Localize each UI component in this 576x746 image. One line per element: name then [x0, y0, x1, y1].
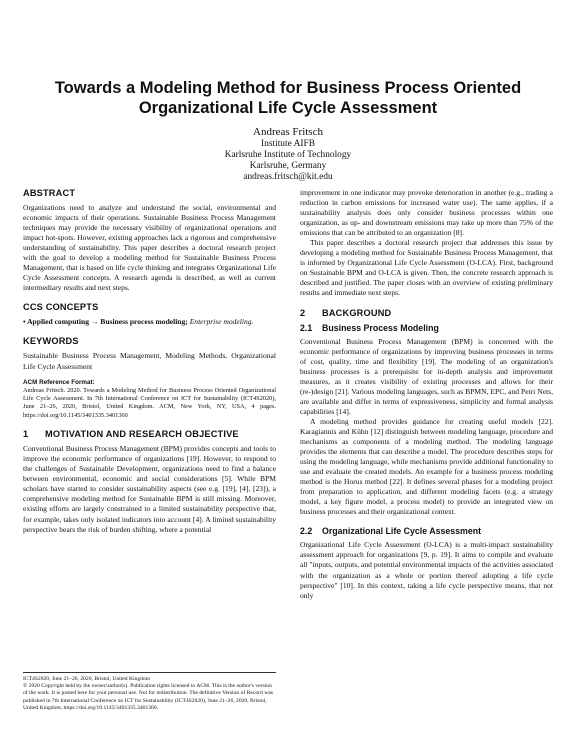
section-1-paragraph-1-cont: improvement in one indicator may provoke deterioration in another (e.g., trading a reduction in carbon emissions for increased water use). The same applies, if a sustainability analysis does only consider business processes within one organization, as up- and downstream emissions may take up more than 75% of the emissions that can be attributed to an organization [8].	[300, 188, 553, 238]
section-2-1-paragraph-1: Conventional Business Process Management (BPM) is concerned with the economic performance of organizations by improving business processes in terms of cost, quality, time and flexibility [19]. The modeling of an organization's business processes is a prerequisite for in-depth analysis and improvement measures, as it creates visibility of existing processes and allows for their (re-)design [21]. Various modeling languages, such as BPMN, EPC, and Petri Nets, are available and differ in terms of expressiveness, simplicity and formal analysis capabilities [14].	[300, 336, 553, 416]
author-affiliation-1: Institute AIFB	[261, 139, 315, 149]
ccs-concepts	[23, 317, 276, 327]
section-2-heading: 2 BACKGROUND	[300, 307, 392, 318]
footnote	[23, 672, 276, 712]
section-2-1-heading: 2.1 Business Process Modeling	[300, 322, 439, 333]
section-2-2-paragraph-1: Organizational Life Cycle Assessment (O-LCA) is a multi-impact sustainability assessment approach for organizations [9, p. 19]. It aims to compile and evaluate all "inputs, outputs, and potential environmental impacts of the activities associated with the organization as a whole or portion thereof adopting a life cycle perspective" [10]. In this context, taking a life cycle perspective means, that not only	[300, 540, 553, 600]
reference-heading: ACM Reference Format:	[23, 378, 95, 386]
author-email[interactable]: andreas.fritsch@kit.edu	[243, 171, 333, 182]
abstract-heading: ABSTRACT	[23, 188, 76, 198]
right-column	[300, 188, 553, 601]
left-column	[23, 188, 276, 535]
author-location: Karlsruhe, Germany	[249, 160, 327, 171]
ccs-heading: CCS CONCEPTS	[23, 302, 99, 313]
section-2-1-paragraph-2: A modeling method provides guidance for creating useful models [22]. Karagiannis and Kühn [12] distinguish between modeling language, procedure and mechanisms as components of a modeling method. The modeling language provides the elements that can describe a model. The procedure describes steps for using the modeling language, while mechanisms provide additional functionality to use and evaluate the created models. An example for a business process modeling method is the Horus method [22]. It defines several phases for a modeling project from preparation to application, and different modeling facets (e.g. a strategy model, a key figure model, a process model) to provide an integrated view on business processes and their organizational context.	[300, 416, 553, 517]
ccs-bullet: • Applied computing → Business process modeling;	[23, 317, 188, 327]
footnote-venue: ICT4S2020, June 21–26, 2020, Bristol, United Kingdom	[23, 676, 151, 682]
author-block	[120, 126, 456, 183]
ccs-tail: Enterprise modeling.	[189, 317, 254, 327]
footnote-copyright: © 2020 Copyright held by the owner/author(s). Publication rights licensed to ACM. This is the author's version of the work. It is posted here for your personal use. Not for redistribution. The definitive Version of Record was published in 7th International Conference on ICT for Sustainability (ICT4S2020), June 21–26, 2020, Bristol, United Kingdom, https://doi.org/10.1145/3401335.3401360.	[23, 683, 273, 711]
section-1-paragraph-2: This paper describes a doctoral research project that addresses this issue by developing a modeling method for Sustainable Business Process Management, that is informed by Organizational Life Cycle Assessment (O-LCA). First, background on Sustainable BPM and O-LCA is given. Then, the concrete research approach is described and justified. The paper closes with an overview of existing preliminary results and immediate next steps.	[300, 238, 553, 298]
reference-text: Andreas Fritsch. 2020. Towards a Modeling Method for Business Process Oriented Organizational Life Cycle Assessment. In 7th International Conference on ICT for Sustainability (ICT4S2020), June 21–26, 2020, Bristol, United Kingdom. ACM, New York, NY, USA, 4 pages. https://doi.org/10.1145/3401335.3401360	[23, 386, 276, 419]
author-name: Andreas Fritsch	[253, 126, 323, 138]
section-1-heading: 1 MOTIVATION AND RESEARCH OBJECTIVE	[23, 429, 239, 440]
keywords-heading: KEYWORDS	[23, 336, 79, 347]
section-2-2-heading: 2.2 Organizational Life Cycle Assessment	[300, 526, 482, 537]
author-affiliation-2: Karlsruhe Institute of Technology	[224, 149, 352, 160]
abstract-text: Organizations need to analyze and understand the social, environmental and economic impacts of their operations. Sustainable Business Process Management techniques may provide the necessary visibility of organizational operations and impact hot-spots. However, existing approaches lack a rigorous and comprehensive understanding of sustainability. This paper describes a doctoral research project with the goal to develop a modeling method for Sustainable Business Process Management, that is based on life cycle thinking and integrates Organizational Life Cycle Assessment concepts. A research agenda is described, as well as current intermediary results and next steps.	[23, 203, 276, 293]
section-1-paragraph-1: Conventional Business Process Management (BPM) provides concepts and tools to improve the economic performance of organizations [19]. However, to respond to the challenges of Sustainable Development, organizations need to find a balance between environmental, economic and social considerations [5]. While BPM scholars have started to consider sustainability aspects (see e.g. [19], [4], [23]), a comprehensive modeling method for Sustainable BPM is still missing. Moreover, existing efforts are largely constrained to a limited sustainability perspective that, for example, takes only isolated indicators into account [4]. A limited sustainability perspective bears the risk of burden shifting, where a potential	[23, 444, 276, 534]
paper-title: Towards a Modeling Method for Business Process Oriented Organizational Life Cycle Assessment	[54, 79, 522, 117]
keywords-text: Sustainable Business Process Management, Modeling Methods, Organizational Life Cycle Assessment	[23, 351, 276, 371]
